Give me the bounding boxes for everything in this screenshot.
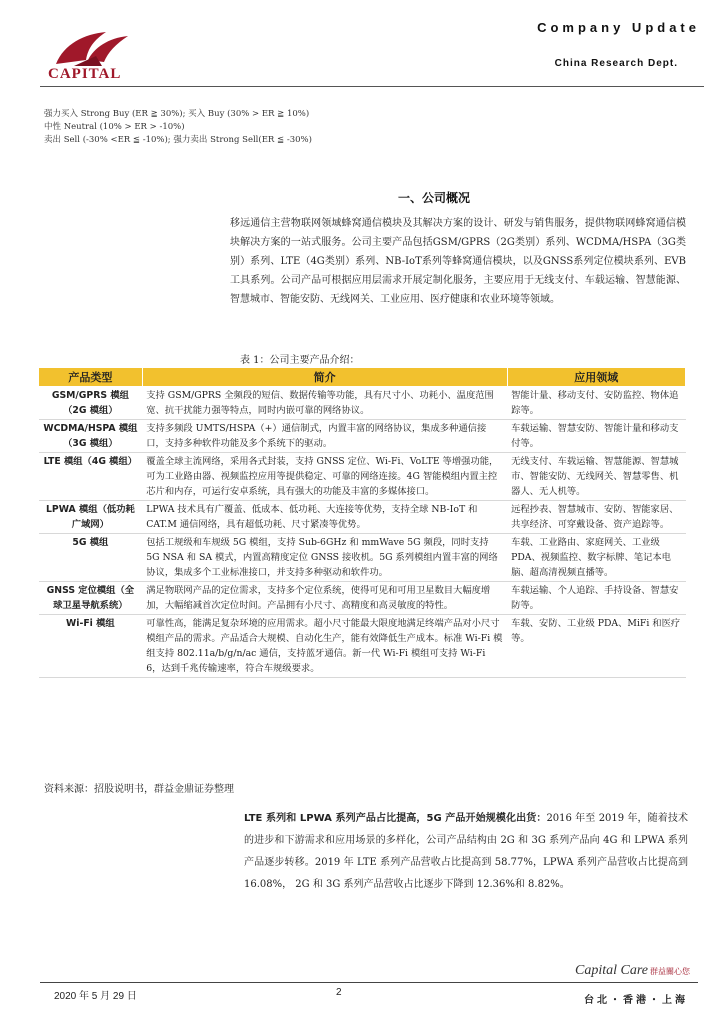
header-divider <box>40 86 704 87</box>
table-row <box>39 453 686 501</box>
lte-paragraph <box>244 808 688 896</box>
table-title: 表 1：公司主要产品介绍： <box>240 355 360 366</box>
cell-type: Wi-Fi 模组 <box>39 615 143 678</box>
header-title: Company Update <box>537 20 700 35</box>
cell-type: LPWA 模组（低功耗广域网） <box>39 501 143 534</box>
intro-paragraph: 移远通信主营物联网领域蜂窝通信模块及其解决方案的设计、研发与销售服务，提供物联网蜂窝通信模块解决方案的一站式服务。公司主要产品包括GSM/GPRS（2G类别）系列、WCDMA/HSPA（3G类别）系列、LTE（4G类别）系列、NB-IoT系列等蜂窝通信模块，以及GNSS系列定位模块系列、EVB工具系列。公司产品可根据应用层需求开展定制化服务，主要应用于无线支付、车载运输、智慧能源、智慧城市、智能安防、无线网关、工业应用、医疗健康和农业环境等领域。 <box>230 218 686 305</box>
logo-text: CAPITAL <box>48 66 122 82</box>
rating-legend <box>44 108 312 147</box>
lte-paragraph-lead: LTE 系列和 LPWA 系列产品占比提高，5G 产品开始规模化出货： <box>244 813 547 824</box>
product-table <box>38 367 686 678</box>
header-dept: China Research Dept. <box>554 58 678 69</box>
table-source: 资料来源：招股说明书，群益金鼎证券整理 <box>44 784 234 795</box>
cell-desc: 包括工规级和车规级 5G 模组，支持 Sub-6GHz 和 mmWave 5G 频段，同时支持 5G NSA 和 SA 模式，内置高精度定位 GNSS 接收机。5G 系列模组内置丰富的网络协议，集成多个工业标准接口，并支持多种驱动和软件功。 <box>142 534 507 582</box>
cell-app: 远程抄表、智慧城市、安防、智能家居、共享经济、可穿戴设备、资产追踪等。 <box>507 501 685 534</box>
cell-app: 车载、工业路由、家庭网关、工业级 PDA、视频监控、数字标牌、笔记本电脑、超高清视频直播等。 <box>507 534 685 582</box>
table-row <box>39 582 686 615</box>
col-header-app: 应用领域 <box>507 368 685 387</box>
table-row <box>39 501 686 534</box>
cell-type: 5G 模组 <box>39 534 143 582</box>
cell-type: WCDMA/HSPA 模组（3G 模组） <box>39 420 143 453</box>
cell-desc: 支持多频段 UMTS/HSPA（+）通信制式，内置丰富的网络协议，集成多种通信接口，支持多种软件功能及多个系统下的驱动。 <box>142 420 507 453</box>
footer-cities: 台北・香港・上海 <box>584 995 688 1006</box>
cell-desc: 满足物联网产品的定位需求，支持多个定位系统，使得可见和可用卫星数目大幅度增加，大幅缩减首次定位时间。产品拥有小尺寸、高精度和高灵敏度的特性。 <box>142 582 507 615</box>
rating-line: 强力买入 Strong Buy (ER ≧ 30%); 买入 Buy (30% > ER ≧ 10%) <box>44 109 310 119</box>
table-row <box>39 387 686 420</box>
cell-desc: 支持 GSM/GPRS 全频段的短信、数据传输等功能，具有尺寸小、功耗小、温度范围宽、抗干扰能力强等特点，同时内嵌可靠的网络协议。 <box>142 387 507 420</box>
lte-paragraph-body: 2016 年至 2019 年，随着技术的进步和下游需求和应用场景的多样化，公司产品结构由 2G 和 3G 系列产品向 4G 和 LPWA 系列产品逐步转移。2019 年 LTE 系列产品营收占比提高到 58.77%，LPWA 系列产品营收占比提高到 16.08%， 2G 和 3G 系列产品营收占比逐步下降到 12.36%和 8.82%。 <box>244 813 689 890</box>
cell-desc: 覆盖全球主流网络，采用各式封装，支持 GNSS 定位、Wi-Fi、VoLTE 等增强功能，可为工业路由器、视频监控应用等提供稳定、可靠的网络连接。4G 智能模组内置主控芯片和内存，可运行安卓系统，具有强大的功能及丰富的多媒体接口。 <box>142 453 507 501</box>
cell-desc: LPWA 技术具有广覆盖、低成本、低功耗、大连接等优势，支持全球 NB-IoT 和 CAT.M 通信网络，具有超低功耗、尺寸紧凑等优势。 <box>142 501 507 534</box>
rating-line: 中性 Neutral (10% > ER > -10%) <box>44 122 185 132</box>
cell-type: LTE 模组（4G 模组） <box>39 453 143 501</box>
table-row <box>39 534 686 582</box>
cell-app: 智能计量、移动支付、安防监控、物体追踪等。 <box>507 387 685 420</box>
footer-logo-text: Capital Care <box>575 963 648 978</box>
cell-type: GNSS 定位模组（全球卫星导航系统） <box>39 582 143 615</box>
cell-app: 车载运输、个人追踪、手持设备、智慧安防等。 <box>507 582 685 615</box>
cell-app: 车载、安防、工业级 PDA、MiFi 和医疗等。 <box>507 615 685 678</box>
cell-desc: 可靠性高，能满足复杂环境的应用需求。超小尺寸能最大限度地满足终端产品对小尺寸模组产品的需求。产品适合大规模、自动化生产，能有效降低生产成本。标准 Wi-Fi 模组支持 802.11a/b/g/n/ac 通信，支持蓝牙通信。新一代 Wi-Fi 模组可支持 Wi-Fi 6，达到千兆传输速率，符合车规级要求。 <box>142 615 507 678</box>
table-row <box>39 420 686 453</box>
col-header-type: 产品类型 <box>39 368 143 387</box>
footer-logo-cn: 群益關心您 <box>650 967 690 976</box>
footer-date: 2020 年 5 月 29 日 <box>54 991 137 1002</box>
col-header-desc: 简介 <box>142 368 507 387</box>
cell-type: GSM/GPRS 模组（2G 模组） <box>39 387 143 420</box>
table-row <box>39 615 686 678</box>
page-number: 2 <box>336 987 342 998</box>
footer-logo <box>575 963 690 979</box>
rating-line: 卖出 Sell (-30% <ER ≦ -10%); 强力卖出 Strong Sell(ER ≦ -30%) <box>44 135 312 145</box>
footer-divider <box>40 982 698 983</box>
cell-app: 车载运输、智慧安防、智能计量和移动支付等。 <box>507 420 685 453</box>
section-title: 一、公司概况 <box>398 191 471 205</box>
table-header-row <box>39 368 686 387</box>
cell-app: 无线支付、车载运输、智慧能源、智慧城市、智能安防、无线网关、智慧零售、机器人、无人机等。 <box>507 453 685 501</box>
